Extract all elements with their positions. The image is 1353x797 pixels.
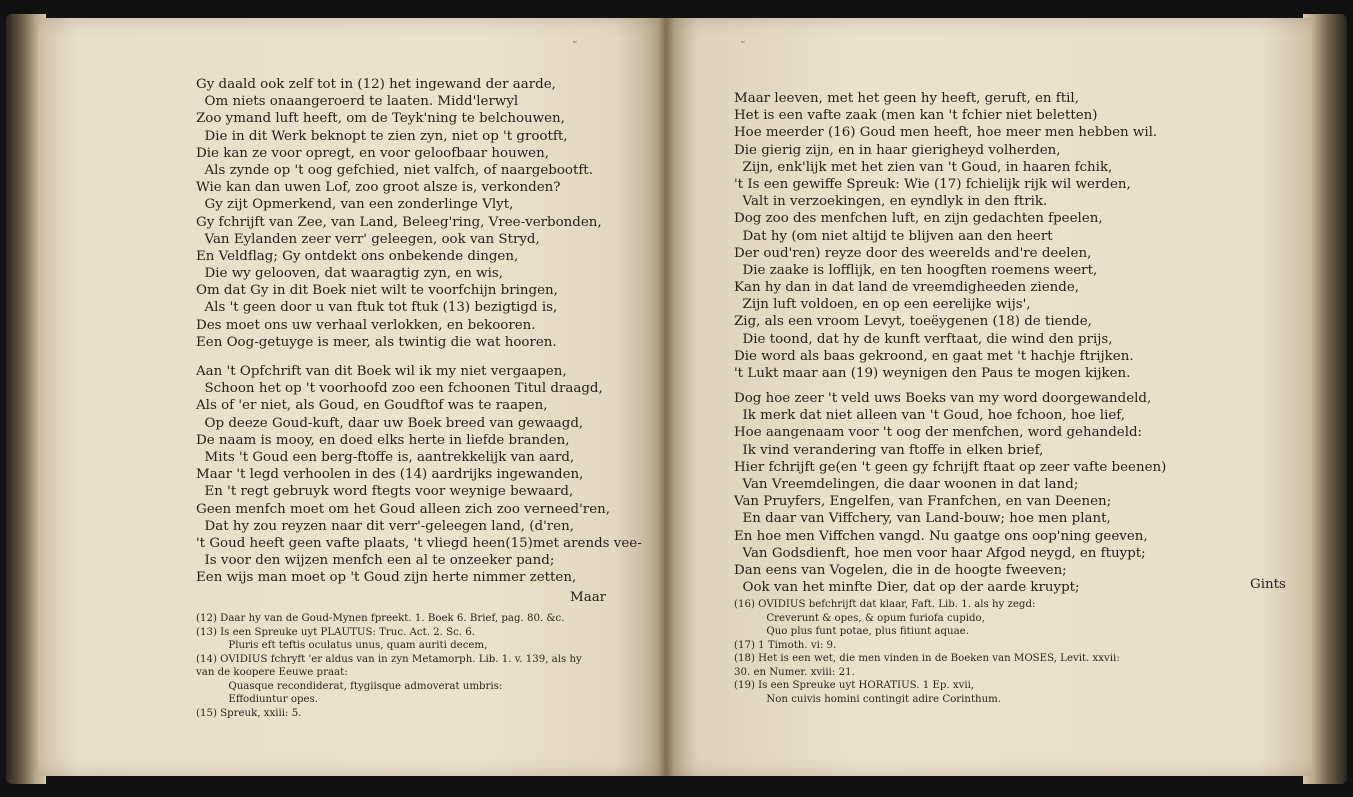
page-mark: ˜ xyxy=(740,40,746,53)
verse-line: Valt in verzoekingen, en eyndlyk in den ftrik. xyxy=(734,194,1048,210)
verse-line: Maar leeven, met het geen hy heeft, geruft, en ftil, xyxy=(734,91,1079,106)
verse-line: Gy zijt Opmerkend, van een zonderlinge Vlyt, xyxy=(196,197,514,213)
verse-line: Van Vreemdelingen, die daar woonen in dat land; xyxy=(734,476,1079,492)
page-mark: ˜ xyxy=(572,40,578,53)
verse-line: Schoon het op 't voorhoofd zoo een fchoonen Titul draagd, xyxy=(196,381,603,397)
verse-line: Zijn, enk'lijk met het zien van 't Goud, in haaren fchik, xyxy=(734,159,1113,175)
verse-line: Die gierig zijn, en in haar gierigheyd volherden, xyxy=(734,142,1061,158)
footnotes xyxy=(734,598,1120,706)
catchword: Maar xyxy=(570,590,607,605)
verse-line: De naam is mooy, en doed elks herte in liefde branden, xyxy=(196,432,570,448)
verse-line: Gy daald ook zelf tot in (12) het ingewand der aarde, xyxy=(196,77,556,92)
verse-line: Die toond, dat hy de kunft verftaat, die wind den prijs, xyxy=(734,331,1113,347)
verse-line: Dog hoe zeer 't veld uws Boeks van my word doorgewandeld, xyxy=(734,391,1152,406)
footnote-line: Creverunt & opes, & opum furiofa cupido, xyxy=(734,612,985,624)
verse-line: Als zynde op 't oog gefchied, niet valfch, of naargebootft. xyxy=(196,162,593,178)
verse-line: Mits 't Goud een berg-ftoffe is, aantrekkelijk van aard, xyxy=(196,449,575,465)
left-page xyxy=(38,18,666,776)
verse-line: Als of 'er niet, als Goud, en Goudftof was te raapen, xyxy=(196,398,548,414)
verse-line: Is voor den wijzen menfch een al te onzeeker pand; xyxy=(196,553,555,569)
verse-line: Ik vind verandering van ftoffe in elken brief, xyxy=(734,442,1044,458)
verse-line: 't Is een gewiffe Spreuk: Wie (17) fchielijk rijk wil werden, xyxy=(734,176,1131,192)
verse-line: Dat hy (om niet altijd te blijven aan den heert xyxy=(734,228,1053,244)
verse-line: Om dat Gy in dit Boek niet wilt te voorfchijn bringen, xyxy=(196,283,558,299)
footnote-line: (18) Het is een wet, die men vinden in de Boeken van MOSES, Levit. xxvii: xyxy=(734,653,1120,664)
verse-line: Zijn luft voldoen, en op een eerelijke wijs', xyxy=(734,297,1031,313)
verse-line: Van Godsdienft, hoe men voor haar Afgod neygd, en ftuypt; xyxy=(734,545,1146,561)
footnote-line: (16) OVIDIUS befchrijft dat klaar, Faft. Lib. 1. als hy zegd: xyxy=(734,599,1036,610)
left-stanza-1 xyxy=(196,76,602,351)
footnote-line: (12) Daar hy van de Goud-Mynen fpreekt. 1. Boek 6. Brief, pag. 80. &c. xyxy=(196,613,565,624)
footnote-line: (15) Spreuk, xxiii: 5. xyxy=(196,707,302,719)
verse-line: Dan eens van Vogelen, die in de hoogte fweeven; xyxy=(734,562,1067,578)
verse-line: En 't regt gebruyk word ftegts voor weynige bewaard, xyxy=(196,484,574,500)
verse-line: Dog zoo des menfchen luft, en zijn gedachten fpeelen, xyxy=(734,211,1103,227)
verse-line: Die wy gelooven, dat waaragtig zyn, en wis, xyxy=(196,266,504,282)
verse-line: Maar 't legd verhoolen in des (14) aardrijks ingewanden, xyxy=(196,467,584,483)
footnotes xyxy=(196,612,582,720)
verse-line: Om niets onaangeroerd te laaten. Midd'lerwyl xyxy=(196,94,519,110)
verse-line: Als 't geen door u van ftuk tot ftuk (13) bezigtigd is, xyxy=(196,300,558,316)
footnote-line: (14) OVIDIUS fchryft 'er aldus van in zyn Metamorph. Lib. 1. v. 139, als hy xyxy=(196,653,582,665)
verse-line: Ook van het minfte Dier, dat op der aarde kruypt; xyxy=(734,580,1080,596)
verse-line: Kan hy dan in dat land de vreemdigheeden ziende, xyxy=(734,280,1080,296)
verse-line: Ik merk dat niet alleen van 't Goud, hoe fchoon, hoe lief, xyxy=(734,408,1126,424)
footnote-line: Effodiuntur opes. xyxy=(196,694,319,705)
verse-line: Hoe meerder (16) Goud men heeft, hoe meer men hebben wil. xyxy=(734,125,1158,141)
right-stanza-1 xyxy=(734,90,1157,382)
footnote-line: Non cuivis homini contingit adire Corinthum. xyxy=(734,693,1002,705)
verse-line: Hier fchrijft ge(en 't geen gy fchrijft ftaat op zeer vafte beenen) xyxy=(734,459,1167,475)
footnote-line: Quo plus funt potae, plus fitiunt aquae. xyxy=(734,626,969,637)
verse-line: Een Oog-getuyge is meer, als twintig die wat hooren. xyxy=(196,334,557,350)
footnote-line: (17) 1 Timoth. vi: 9. xyxy=(734,639,837,651)
footnote-line: van de koopere Eeuwe praat: xyxy=(196,667,348,678)
catchword: Gints xyxy=(1250,577,1286,592)
verse-line: Zoo ymand luft heeft, om de Teyk'ning te belchouwen, xyxy=(196,111,565,127)
verse-line: Aan 't Opfchrift van dit Boek wil ik my niet vergaapen, xyxy=(196,364,567,379)
footnote-line: 30. en Numer. xviii: 21. xyxy=(734,666,855,678)
verse-line: Des moet ons uw verhaal verlokken, en bekooren. xyxy=(196,317,536,333)
footnote-line: Quasque recondiderat, ftygiisque admoverat umbris: xyxy=(196,680,503,692)
verse-line: En daar van Viffchery, van Land-bouw; hoe men plant, xyxy=(734,511,1111,527)
verse-line: Wie kan dan uwen Lof, zoo groot alsze is, verkonden? xyxy=(196,180,561,196)
verse-line: Die kan ze voor opregt, en voor geloofbaar houwen, xyxy=(196,145,549,161)
verse-line: Zig, als een vroom Levyt, toeëygenen (18) de tiende, xyxy=(734,314,1092,330)
verse-line: En hoe men Viffchen vangd. Nu gaatge ons oop'ning geeven, xyxy=(734,528,1148,544)
verse-line: Op deeze Goud-kuft, daar uw Boek breed van gewaagd, xyxy=(196,415,584,431)
verse-line: Een wijs man moet op 't Goud zijn herte nimmer zetten, xyxy=(196,570,577,586)
verse-line: Van Pruyfers, Engelfen, van Franfchen, en van Deenen; xyxy=(734,494,1112,510)
verse-line: Gy fchrijft van Zee, van Land, Beleeg'ring, Vree-verbonden, xyxy=(196,214,602,230)
verse-line: Het is een vafte zaak (men kan 't fchier niet beletten) xyxy=(734,108,1098,124)
book-gutter xyxy=(658,18,674,776)
verse-line: En Veldflag; Gy ontdekt ons onbekende dingen, xyxy=(196,248,519,264)
verse-line: 't Lukt maar aan (19) weynigen den Paus te mogen kijken. xyxy=(734,366,1131,381)
verse-line: Dat hy zou reyzen naar dit verr'-geleegen land, (d'ren, xyxy=(196,518,574,534)
left-stanza-2 xyxy=(196,363,642,586)
verse-line: Geen menfch moet om het Goud alleen zich zoo verneed'ren, xyxy=(196,501,610,517)
verse-line: Die in dit Werk beknopt te zien zyn, niet op 't grootft, xyxy=(196,128,568,144)
right-stanza-2 xyxy=(734,390,1166,596)
verse-line: 't Goud heeft geen vafte plaats, 't vliegd heen(15)met arends vee- xyxy=(196,535,642,551)
verse-line: Der oud'ren) reyze door des weerelds and're deelen, xyxy=(734,245,1092,261)
footnote-line: (19) Is een Spreuke uyt HORATIUS. 1 Ep. xvii, xyxy=(734,680,975,691)
right-page xyxy=(666,18,1312,776)
footnote-line: (13) Is een Spreuke uyt PLAUTUS: Truc. Act. 2. Sc. 6. xyxy=(196,626,476,638)
verse-line: Die word als baas gekroond, en gaat met 't hachje ftrijken. xyxy=(734,348,1134,364)
footnote-line: Pluris eft teftis oculatus unus, quam auriti decem, xyxy=(196,640,488,651)
verse-line: Die zaake is lofflijk, en ten hoogften roemens weert, xyxy=(734,262,1098,278)
verse-line: Van Eylanden zeer verr' geleegen, ook van Stryd, xyxy=(196,231,540,247)
verse-line: Hoe aangenaam voor 't oog der menfchen, word gehandeld: xyxy=(734,425,1143,441)
